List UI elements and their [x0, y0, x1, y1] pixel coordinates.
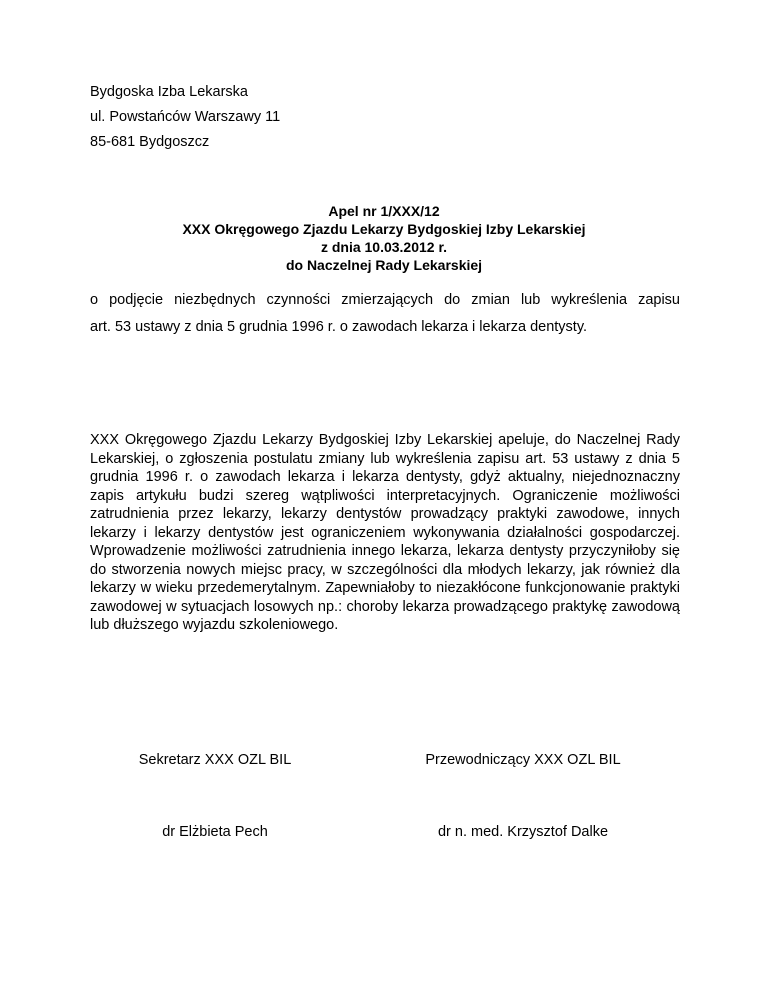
appeal-recipient: do Naczelnej Rady Lekarskiej — [285, 257, 483, 273]
appeal-body: XXX Okręgowego Zjazdu Lekarzy Bydgoskiej Izby Lekarskiej apeluje, do Naczelnej Rady Lekarskiej, o zgłoszenia postulatu zmiany lub wykreślenia zapisu art. 53 ustawy z dnia 5 grudnia 1996 r. o zawodach lekarza i lekarza dentysty, gdyż aktualny, niejednoznaczny zapis artykułu budzi szereg wątpliwości interpretacyjnych. Ograniczenie możliwości zatrudnienia przez lekarzy, lekarzy dentystów prowadzący praktyki zawodowe, innych lekarzy i lekarzy dentystów jest ograniczeniem wykonywania działalności gospodarczej. Wprowadzenie możliwości zatrudnienia innego lekarza, lekarza dentysty przyczyniłoby się do stworzenia nowych miejsc pracy, w szczególności dla młodych lekarzy, jak również dla lekarzy w wieku przedemerytalnym. Zapewniałoby to niezakłócone funkcjonowanie praktyki zawodowej w sytuacjach losowych np.: choroby lekarza prowadzącego praktykę zawodową lub dłuższego wyjazdu szkoleniowego. — [90, 432, 680, 633]
appeal-subject — [90, 287, 680, 341]
signature-role-chairman: Przewodniczący XXX OZL BIL — [425, 752, 621, 768]
signature-name-chairman: dr n. med. Krzysztof Dalke — [437, 824, 609, 840]
sender-name: Bydgoska Izba Lekarska — [90, 84, 248, 100]
appeal-issuer: XXX Okręgowego Zjazdu Lekarzy Bydgoskiej Izby Lekarskiej — [182, 221, 586, 237]
sender-address — [90, 80, 280, 155]
sender-city: 85-681 Bydgoszcz — [90, 134, 210, 150]
appeal-date: z dnia 10.03.2012 r. — [320, 239, 448, 255]
subject-line-2: art. 53 ustawy z dnia 5 grudnia 1996 r. o zawodach lekarza i lekarza dentysty. — [90, 319, 588, 335]
subject-line-1: o podjęcie niezbędnych czynności zmierzających do zmian lub wykreślenia zapisu — [90, 292, 680, 308]
signature-name-secretary: dr Elżbieta Pech — [162, 824, 268, 840]
appeal-number: Apel nr 1/XXX/12 — [328, 203, 440, 219]
signature-role-secretary: Sekretarz XXX OZL BIL — [138, 752, 292, 768]
appeal-title — [0, 202, 768, 274]
sender-street: ul. Powstańców Warszawy 11 — [90, 109, 281, 125]
